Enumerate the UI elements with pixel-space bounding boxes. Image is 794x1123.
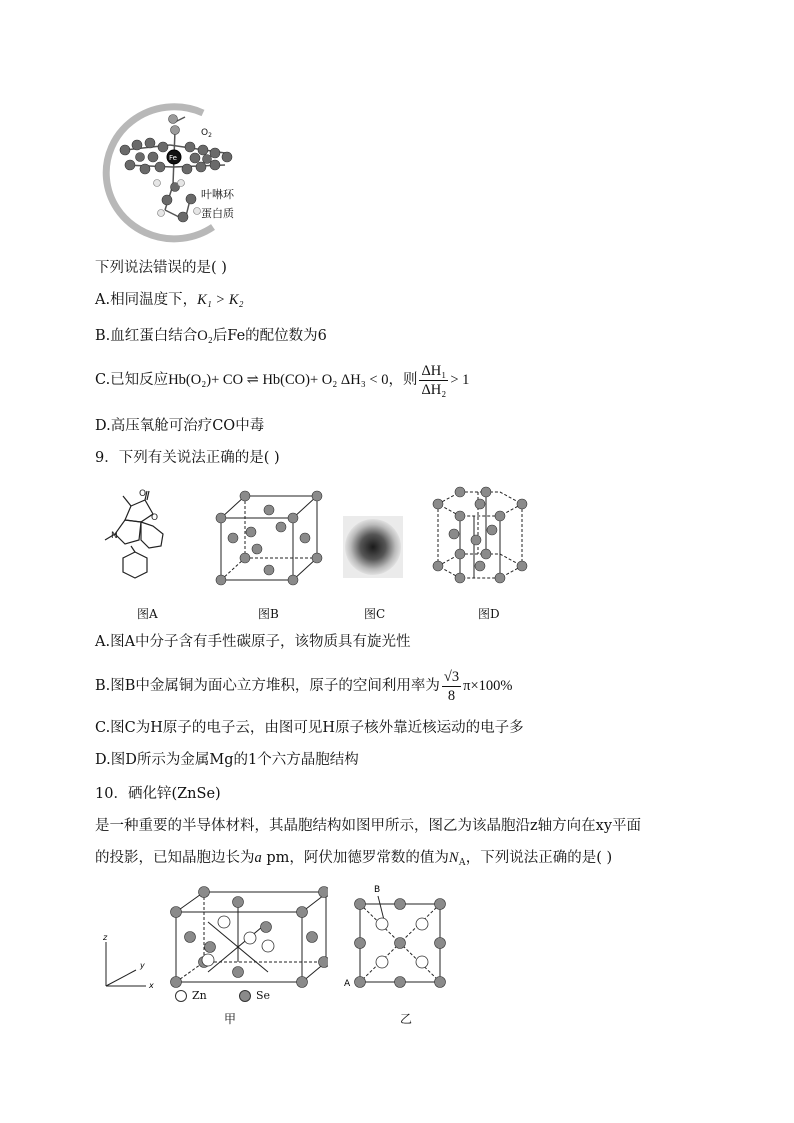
figure-c-electron-cloud xyxy=(343,516,403,578)
figure-a-molecule xyxy=(95,486,170,586)
legend-zn-label: Zn xyxy=(192,989,207,1002)
q9-option-b: B.图B中金属铜为面心立方堆积，原子的空间利用率为 $\frac{√3}{8}$ π×100% xyxy=(95,668,513,704)
porphyrin-label: 叶啉环 xyxy=(201,188,234,201)
figure-yi-projection xyxy=(344,882,454,992)
figure-jia-znse-cell xyxy=(98,882,328,1006)
q10-stem-line3: 的投影，已知晶胞边长为a pm，阿伏加德罗常数的值为$N_A$，下列说法正确的是( ) xyxy=(95,850,613,868)
figure-d-hcp-cell xyxy=(428,482,532,590)
q9-option-d: D.图D所示为金属Mg的1个六方晶胞结构 xyxy=(95,752,359,768)
q9-option-a: A.图A中分子含有手性碳原子，该物质具有旋光性 xyxy=(95,634,411,650)
legend-se-label: Se xyxy=(256,989,271,1002)
o2-label: $O_2$ xyxy=(201,128,212,139)
axis-x-label: x xyxy=(149,981,154,990)
q8-option-a: A.相同温度下，K₁ > K₂ xyxy=(95,292,244,308)
q9-b-fraction: $\frac{√3}{8}$ xyxy=(443,668,460,704)
q8-stem: 下列说法错误的是( ) xyxy=(95,260,227,276)
caption-figure-b: 图B xyxy=(258,607,279,621)
legend-zn-icon xyxy=(174,989,188,1003)
label-b: B xyxy=(374,885,381,895)
q8-option-b: B.血红蛋白结合O₂后Fe的配位数为6 xyxy=(95,328,327,344)
svg-text:O: O xyxy=(139,489,147,499)
caption-figure-a: 图A xyxy=(137,607,158,621)
q9-option-c: C.图C为H原子的电子云，由图可见H原子核外靠近核运动的电子多 xyxy=(95,720,524,736)
svg-text:O: O xyxy=(151,513,159,523)
protein-label: 蛋白质 xyxy=(201,207,234,220)
q9-stem: 9．下列有关说法正确的是( ) xyxy=(95,450,280,466)
q8-option-c: C.已知反应Hb(O₂)+ CO ⇌ Hb(CO)+ O₂ ΔH₃ < 0，则 $\frac{\text{ΔH₁}}{\text{ΔH₂}}$ > 1 xyxy=(95,362,470,398)
axis-z-label: z xyxy=(103,933,108,942)
axis-y-label: y xyxy=(140,961,145,970)
svg-text:N: N xyxy=(111,531,118,541)
fe-label: Fe xyxy=(169,154,177,162)
caption-jia: 甲 xyxy=(224,1012,237,1026)
q10-stem-line2: 是一种重要的半导体材料，其晶胞结构如图甲所示，图乙为该晶胞沿z轴方向在xy平面 xyxy=(95,818,642,834)
q8-option-d: D.高压氧舱可治疗CO中毒 xyxy=(95,418,265,434)
label-a: A xyxy=(344,979,351,989)
caption-yi: 乙 xyxy=(400,1012,413,1026)
caption-figure-d: 图D xyxy=(478,607,500,621)
legend-se-icon xyxy=(238,989,252,1003)
caption-figure-c: 图C xyxy=(364,607,386,621)
q10-stem-line1: 10．硒化锌(ZnSe) xyxy=(95,786,221,802)
figure-b-fcc-cube xyxy=(213,488,325,588)
hemoglobin-figure xyxy=(95,95,255,245)
q8-c-fraction: $\frac{\text{ΔH₁}}{\text{ΔH₂}}$ xyxy=(421,362,447,398)
